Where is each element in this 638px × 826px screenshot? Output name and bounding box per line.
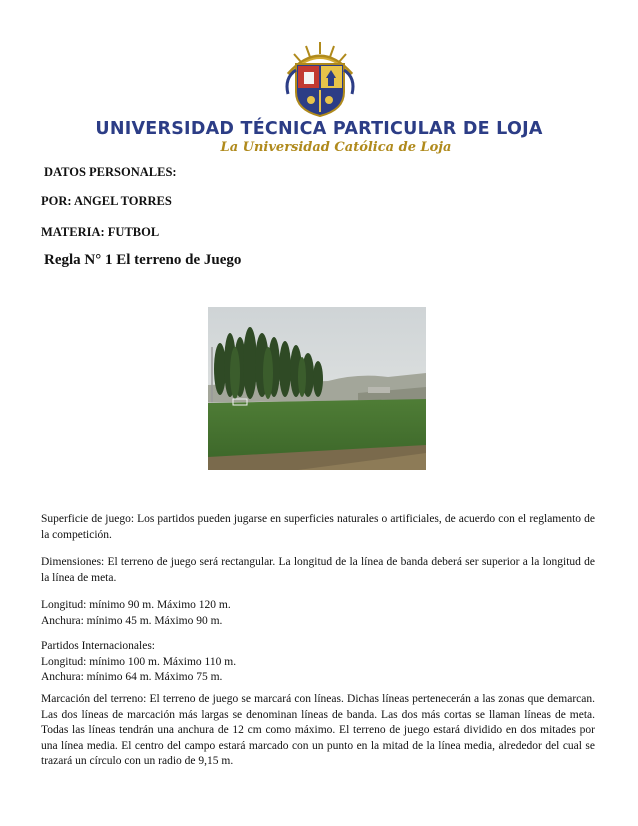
subject-line: MATERIA: FUTBOL bbox=[41, 225, 160, 239]
medidas-anchura: Anchura: mínimo 45 m. Máximo 90 m. bbox=[41, 614, 223, 627]
soccer-field-photo bbox=[208, 307, 426, 470]
university-name: UNIVERSIDAD TÉCNICA PARTICULAR DE LOJA bbox=[95, 119, 543, 139]
internacionales-block bbox=[41, 639, 595, 686]
internacionales-longitud: Longitud: mínimo 100 m. Máximo 110 m. bbox=[41, 655, 237, 668]
document-title: Regla N° 1 El terreno de Juego bbox=[44, 252, 242, 268]
internacionales-anchura: Anchura: mínimo 64 m. Máximo 75 m. bbox=[41, 671, 223, 683]
author-line: POR: ANGEL TORRES bbox=[41, 194, 172, 208]
medidas-longitud: Longitud: mínimo 90 m. Máximo 120 m. bbox=[41, 599, 231, 611]
paragraph-marcacion: Marcación del terreno: El terreno de juego se marcará con líneas. Dichas líneas pertenecerán a las zonas que demarcan. Las dos líneas de marcación más largas se denominan líneas de banda. Las dos más cortas se llaman líneas de meta. Todas las líneas tendrán una anchura de 12 cm como máximo. El terreno de juego estará dividido en dos mitades por una línea media. El centro del campo estará marcado con un punto en la mitad de la línea media, alrededor del cual se trazará un círculo con un radio de 9,15 m. bbox=[41, 693, 595, 767]
medidas-block bbox=[41, 598, 595, 629]
university-crest-icon bbox=[276, 40, 364, 118]
university-tagline: La Universidad Católica de Loja bbox=[220, 140, 452, 155]
internacionales-heading: Partidos Internacionales: bbox=[41, 640, 156, 652]
paragraph-superficie: Superficie de juego: Los partidos pueden jugarse en superficies naturales o artificiales, de acuerdo con el reglamento de la competición. bbox=[41, 513, 595, 541]
personal-data-label: DATOS PERSONALES: bbox=[44, 165, 177, 179]
paragraph-dimensiones: Dimensiones: El terreno de juego será rectangular. La longitud de la línea de banda deberá ser superior a la longitud de la línea de meta. bbox=[41, 556, 595, 584]
